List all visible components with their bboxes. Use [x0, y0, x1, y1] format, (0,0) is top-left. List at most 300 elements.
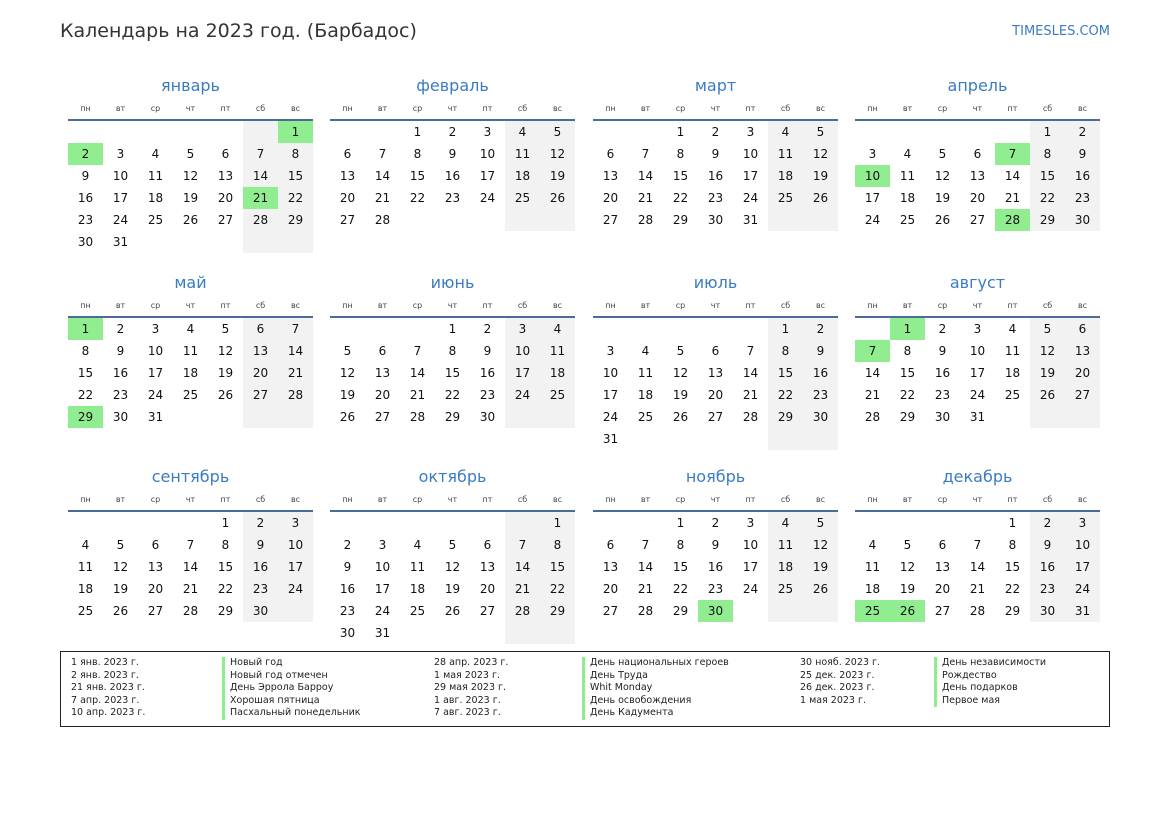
day-cell[interactable]: 2 [1030, 512, 1065, 534]
day-cell[interactable]: 14 [278, 340, 313, 362]
day-cell[interactable]: 21 [409, 388, 426, 402]
day-cell[interactable]: 16 [1065, 165, 1100, 187]
day-cell[interactable]: 27 [147, 604, 164, 618]
day-cell[interactable]: 7 [505, 534, 540, 556]
day-cell[interactable]: 30 [707, 213, 724, 227]
day-cell[interactable]: 28 [278, 384, 313, 406]
day-cell[interactable]: 13 [1065, 340, 1100, 362]
day-cell[interactable]: 9 [1065, 143, 1100, 165]
day-cell[interactable]: 11 [899, 169, 916, 183]
day-cell[interactable]: 15 [540, 556, 575, 578]
day-cell[interactable]: 22 [444, 388, 461, 402]
day-cell[interactable]: 13 [339, 169, 356, 183]
day-cell[interactable]: 15 [278, 165, 313, 187]
day-cell[interactable]: 5 [343, 344, 352, 358]
day-cell[interactable]: 28 [864, 410, 881, 424]
day-cell[interactable]: 17 [1065, 556, 1100, 578]
day-cell[interactable]: 13 [602, 560, 619, 574]
day-cell[interactable]: 22 [1004, 582, 1021, 596]
day-cell[interactable]: 3 [116, 147, 125, 161]
day-cell[interactable]: 29 [540, 600, 575, 622]
day-cell[interactable]: 10 [278, 534, 313, 556]
day-cell[interactable]: 7 [641, 538, 650, 552]
day-cell[interactable]: 21 [637, 582, 654, 596]
day-cell[interactable]: 10 [374, 560, 391, 574]
day-cell[interactable]: 3 [868, 147, 877, 161]
day-cell[interactable]: 13 [602, 169, 619, 183]
day-cell[interactable]: 1 [768, 318, 803, 340]
day-cell[interactable]: 26 [444, 604, 461, 618]
day-cell[interactable]: 31 [602, 432, 619, 446]
day-cell[interactable]: 17 [147, 366, 164, 380]
day-cell[interactable]: 26 [540, 187, 575, 209]
day-cell[interactable]: 7 [243, 143, 278, 165]
day-cell[interactable]: 29 [1004, 604, 1021, 618]
day-cell[interactable]: 21 [505, 578, 540, 600]
day-cell[interactable]: 2 [711, 516, 720, 530]
day-cell[interactable]: 13 [217, 169, 234, 183]
day-cell[interactable]: 5 [803, 512, 838, 534]
day-cell[interactable]: 21 [182, 582, 199, 596]
day-cell[interactable]: 21 [742, 388, 759, 402]
day-cell[interactable]: 15 [1004, 560, 1021, 574]
day-cell[interactable]: 28 [505, 600, 540, 622]
day-cell[interactable]: 15 [217, 560, 234, 574]
day-cell[interactable]: 7 [278, 318, 313, 340]
day-cell[interactable]: 1 [540, 512, 575, 534]
day-cell[interactable]: 16 [77, 191, 94, 205]
day-cell[interactable]: 22 [540, 578, 575, 600]
day-cell[interactable]: 6 [151, 538, 160, 552]
day-cell[interactable]: 19 [112, 582, 129, 596]
day-cell[interactable]: 4 [81, 538, 90, 552]
day-cell[interactable]: 6 [243, 318, 278, 340]
day-cell[interactable]: 21 [969, 582, 986, 596]
day-cell[interactable]: 6 [973, 147, 982, 161]
day-cell[interactable]: 19 [899, 582, 916, 596]
day-cell[interactable]: 4 [641, 344, 650, 358]
day-cell[interactable]: 13 [374, 366, 391, 380]
day-cell[interactable]: 12 [1030, 340, 1065, 362]
day-cell[interactable]: 23 [707, 191, 724, 205]
day-cell[interactable]: 18 [768, 556, 803, 578]
day-cell[interactable]: 22 [278, 187, 313, 209]
day-cell[interactable]: 2 [448, 125, 457, 139]
day-cell[interactable]: 18 [768, 165, 803, 187]
day-cell[interactable]: 16 [112, 366, 129, 380]
day-cell[interactable]: 30 [339, 626, 356, 640]
day-cell[interactable]: 24 [742, 582, 759, 596]
day-cell[interactable]: 9 [711, 147, 720, 161]
day-cell[interactable]: 2 [711, 125, 720, 139]
day-cell[interactable]: 21 [374, 191, 391, 205]
day-cell[interactable]: 10 [505, 340, 540, 362]
day-cell[interactable]: 9 [483, 344, 492, 358]
day-cell[interactable]: 16 [339, 582, 356, 596]
day-cell[interactable]: 23 [243, 578, 278, 600]
day-cell[interactable]: 12 [540, 143, 575, 165]
day-cell[interactable]: 24 [112, 213, 129, 227]
day-cell[interactable]: 14 [1004, 169, 1021, 183]
day-cell[interactable]: 27 [243, 384, 278, 406]
day-cell[interactable]: 27 [707, 410, 724, 424]
day-cell[interactable]: 26 [1030, 384, 1065, 406]
day-cell[interactable]: 29 [444, 410, 461, 424]
day-cell[interactable]: 21 [1004, 191, 1021, 205]
day-cell[interactable]: 17 [602, 388, 619, 402]
day-cell[interactable]: 20 [934, 582, 951, 596]
day-cell[interactable]: 25 [182, 388, 199, 402]
day-cell[interactable]: 30 [479, 410, 496, 424]
day-cell[interactable]: 2 [483, 322, 492, 336]
day-cell[interactable]: 27 [217, 213, 234, 227]
day-cell[interactable]: 10 [855, 165, 890, 187]
day-cell[interactable]: 27 [969, 213, 986, 227]
day-cell[interactable]: 17 [969, 366, 986, 380]
day-cell[interactable]: 25 [540, 384, 575, 406]
day-cell[interactable]: 8 [768, 340, 803, 362]
day-cell[interactable]: 11 [77, 560, 94, 574]
day-cell[interactable]: 8 [676, 147, 685, 161]
day-cell[interactable]: 4 [186, 322, 195, 336]
day-cell[interactable]: 10 [1065, 534, 1100, 556]
day-cell[interactable]: 19 [672, 388, 689, 402]
day-cell[interactable]: 28 [409, 410, 426, 424]
day-cell[interactable]: 29 [1030, 209, 1065, 231]
day-cell[interactable]: 27 [479, 604, 496, 618]
day-cell[interactable]: 16 [707, 169, 724, 183]
day-cell[interactable]: 7 [641, 147, 650, 161]
day-cell[interactable]: 20 [374, 388, 391, 402]
day-cell[interactable]: 8 [448, 344, 457, 358]
day-cell[interactable]: 1 [1008, 516, 1017, 530]
day-cell[interactable]: 24 [1065, 578, 1100, 600]
day-cell[interactable]: 6 [483, 538, 492, 552]
day-cell[interactable]: 28 [742, 410, 759, 424]
day-cell[interactable]: 25 [637, 410, 654, 424]
day-cell[interactable]: 25 [147, 213, 164, 227]
day-cell[interactable]: 17 [864, 191, 881, 205]
day-cell[interactable]: 12 [339, 366, 356, 380]
day-cell[interactable]: 9 [1030, 534, 1065, 556]
day-cell[interactable]: 18 [540, 362, 575, 384]
day-cell[interactable]: 6 [221, 147, 230, 161]
day-cell[interactable]: 20 [217, 191, 234, 205]
day-cell[interactable]: 22 [409, 191, 426, 205]
day-cell[interactable]: 23 [707, 582, 724, 596]
day-cell[interactable]: 5 [116, 538, 125, 552]
day-cell[interactable]: 30 [1065, 209, 1100, 231]
day-cell[interactable]: 11 [409, 560, 426, 574]
day-cell[interactable]: 29 [899, 410, 916, 424]
day-cell[interactable]: 12 [444, 560, 461, 574]
day-cell[interactable]: 23 [112, 388, 129, 402]
day-cell[interactable]: 24 [278, 578, 313, 600]
day-cell[interactable]: 15 [444, 366, 461, 380]
day-cell[interactable]: 25 [77, 604, 94, 618]
day-cell[interactable]: 25 [1004, 388, 1021, 402]
day-cell[interactable]: 17 [112, 191, 129, 205]
day-cell[interactable]: 29 [217, 604, 234, 618]
day-cell[interactable]: 10 [479, 147, 496, 161]
day-cell[interactable]: 13 [969, 169, 986, 183]
day-cell[interactable]: 3 [151, 322, 160, 336]
day-cell[interactable]: 1 [1030, 121, 1065, 143]
day-cell[interactable]: 26 [934, 213, 951, 227]
day-cell[interactable]: 4 [868, 538, 877, 552]
day-cell[interactable]: 7 [186, 538, 195, 552]
day-cell[interactable]: 30 [243, 600, 278, 622]
day-cell[interactable]: 12 [672, 366, 689, 380]
day-cell[interactable]: 1 [68, 318, 103, 340]
day-cell[interactable]: 4 [151, 147, 160, 161]
day-cell[interactable]: 15 [899, 366, 916, 380]
day-cell[interactable]: 30 [934, 410, 951, 424]
day-cell[interactable]: 22 [899, 388, 916, 402]
day-cell[interactable]: 16 [1030, 556, 1065, 578]
day-cell[interactable]: 1 [413, 125, 422, 139]
day-cell[interactable]: 4 [413, 538, 422, 552]
day-cell[interactable]: 2 [68, 143, 103, 165]
day-cell[interactable]: 5 [221, 322, 230, 336]
day-cell[interactable]: 6 [343, 147, 352, 161]
day-cell[interactable]: 5 [186, 147, 195, 161]
day-cell[interactable]: 10 [969, 344, 986, 358]
day-cell[interactable]: 2 [116, 322, 125, 336]
day-cell[interactable]: 27 [602, 604, 619, 618]
day-cell[interactable]: 8 [540, 534, 575, 556]
day-cell[interactable]: 29 [672, 604, 689, 618]
day-cell[interactable]: 4 [903, 147, 912, 161]
day-cell[interactable]: 3 [505, 318, 540, 340]
day-cell[interactable]: 31 [374, 626, 391, 640]
day-cell[interactable]: 26 [672, 410, 689, 424]
day-cell[interactable]: 18 [899, 191, 916, 205]
day-cell[interactable]: 3 [483, 125, 492, 139]
day-cell[interactable]: 29 [768, 406, 803, 428]
day-cell[interactable]: 12 [112, 560, 129, 574]
day-cell[interactable]: 24 [742, 191, 759, 205]
day-cell[interactable]: 29 [672, 213, 689, 227]
day-cell[interactable]: 16 [707, 560, 724, 574]
day-cell[interactable]: 12 [934, 169, 951, 183]
day-cell[interactable]: 10 [742, 538, 759, 552]
day-cell[interactable]: 22 [217, 582, 234, 596]
day-cell[interactable]: 11 [864, 560, 881, 574]
day-cell[interactable]: 3 [1065, 512, 1100, 534]
day-cell[interactable]: 30 [698, 600, 733, 622]
day-cell[interactable]: 14 [742, 366, 759, 380]
day-cell[interactable]: 26 [803, 187, 838, 209]
day-cell[interactable]: 7 [995, 143, 1030, 165]
day-cell[interactable]: 13 [147, 560, 164, 574]
day-cell[interactable]: 18 [409, 582, 426, 596]
day-cell[interactable]: 22 [672, 582, 689, 596]
day-cell[interactable]: 14 [409, 366, 426, 380]
day-cell[interactable]: 22 [768, 384, 803, 406]
day-cell[interactable]: 4 [540, 318, 575, 340]
day-cell[interactable]: 10 [742, 147, 759, 161]
day-cell[interactable]: 24 [969, 388, 986, 402]
day-cell[interactable]: 28 [374, 213, 391, 227]
day-cell[interactable]: 6 [938, 538, 947, 552]
day-cell[interactable]: 26 [112, 604, 129, 618]
day-cell[interactable]: 8 [278, 143, 313, 165]
day-cell[interactable]: 9 [81, 169, 90, 183]
day-cell[interactable]: 23 [444, 191, 461, 205]
day-cell[interactable]: 18 [864, 582, 881, 596]
day-cell[interactable]: 23 [803, 384, 838, 406]
day-cell[interactable]: 19 [182, 191, 199, 205]
day-cell[interactable]: 18 [637, 388, 654, 402]
day-cell[interactable]: 9 [938, 344, 947, 358]
day-cell[interactable]: 8 [903, 344, 912, 358]
day-cell[interactable]: 15 [672, 560, 689, 574]
day-cell[interactable]: 16 [243, 556, 278, 578]
day-cell[interactable]: 20 [147, 582, 164, 596]
day-cell[interactable]: 9 [448, 147, 457, 161]
day-cell[interactable]: 1 [676, 516, 685, 530]
day-cell[interactable]: 28 [637, 213, 654, 227]
day-cell[interactable]: 23 [1065, 187, 1100, 209]
day-cell[interactable]: 20 [243, 362, 278, 384]
day-cell[interactable]: 31 [147, 410, 164, 424]
day-cell[interactable]: 16 [803, 362, 838, 384]
day-cell[interactable]: 21 [637, 191, 654, 205]
day-cell[interactable]: 14 [864, 366, 881, 380]
day-cell[interactable]: 17 [505, 362, 540, 384]
day-cell[interactable]: 20 [969, 191, 986, 205]
day-cell[interactable]: 11 [505, 143, 540, 165]
day-cell[interactable]: 25 [855, 600, 890, 622]
day-cell[interactable]: 18 [1004, 366, 1021, 380]
day-cell[interactable]: 10 [602, 366, 619, 380]
day-cell[interactable]: 27 [602, 213, 619, 227]
day-cell[interactable]: 31 [1065, 600, 1100, 622]
day-cell[interactable]: 17 [374, 582, 391, 596]
day-cell[interactable]: 27 [1065, 384, 1100, 406]
day-cell[interactable]: 8 [413, 147, 422, 161]
day-cell[interactable]: 12 [217, 344, 234, 358]
day-cell[interactable]: 2 [803, 318, 838, 340]
day-cell[interactable]: 23 [339, 604, 356, 618]
day-cell[interactable]: 11 [768, 534, 803, 556]
day-cell[interactable]: 10 [112, 169, 129, 183]
day-cell[interactable]: 1 [448, 322, 457, 336]
day-cell[interactable]: 11 [1004, 344, 1021, 358]
day-cell[interactable]: 8 [1030, 143, 1065, 165]
day-cell[interactable]: 18 [147, 191, 164, 205]
day-cell[interactable]: 11 [637, 366, 654, 380]
day-cell[interactable]: 17 [742, 169, 759, 183]
day-cell[interactable]: 14 [374, 169, 391, 183]
day-cell[interactable]: 20 [339, 191, 356, 205]
day-cell[interactable]: 8 [81, 344, 90, 358]
day-cell[interactable]: 20 [707, 388, 724, 402]
day-cell[interactable]: 12 [803, 143, 838, 165]
day-cell[interactable]: 16 [444, 169, 461, 183]
day-cell[interactable]: 31 [112, 235, 129, 249]
day-cell[interactable]: 9 [116, 344, 125, 358]
day-cell[interactable]: 1 [278, 121, 313, 143]
day-cell[interactable]: 3 [973, 322, 982, 336]
day-cell[interactable]: 19 [217, 366, 234, 380]
day-cell[interactable]: 25 [505, 187, 540, 209]
day-cell[interactable]: 28 [243, 209, 278, 231]
day-cell[interactable]: 23 [934, 388, 951, 402]
day-cell[interactable]: 4 [1008, 322, 1017, 336]
day-cell[interactable]: 15 [77, 366, 94, 380]
day-cell[interactable]: 25 [768, 578, 803, 600]
day-cell[interactable]: 24 [479, 191, 496, 205]
day-cell[interactable]: 19 [1030, 362, 1065, 384]
day-cell[interactable]: 6 [1065, 318, 1100, 340]
day-cell[interactable]: 24 [147, 388, 164, 402]
day-cell[interactable]: 17 [479, 169, 496, 183]
day-cell[interactable]: 30 [1030, 600, 1065, 622]
day-cell[interactable]: 19 [803, 165, 838, 187]
day-cell[interactable]: 28 [637, 604, 654, 618]
day-cell[interactable]: 21 [864, 388, 881, 402]
day-cell[interactable]: 19 [540, 165, 575, 187]
day-cell[interactable]: 14 [243, 165, 278, 187]
day-cell[interactable]: 15 [672, 169, 689, 183]
day-cell[interactable]: 25 [768, 187, 803, 209]
day-cell[interactable]: 11 [768, 143, 803, 165]
day-cell[interactable]: 13 [707, 366, 724, 380]
day-cell[interactable]: 6 [378, 344, 387, 358]
day-cell[interactable]: 5 [676, 344, 685, 358]
day-cell[interactable]: 27 [339, 213, 356, 227]
day-cell[interactable]: 12 [899, 560, 916, 574]
day-cell[interactable]: 3 [278, 512, 313, 534]
day-cell[interactable]: 11 [182, 344, 199, 358]
day-cell[interactable]: 22 [77, 388, 94, 402]
day-cell[interactable]: 2 [243, 512, 278, 534]
day-cell[interactable]: 4 [768, 121, 803, 143]
day-cell[interactable]: 20 [1065, 362, 1100, 384]
day-cell[interactable]: 21 [243, 187, 278, 209]
day-cell[interactable]: 18 [182, 366, 199, 380]
day-cell[interactable]: 4 [505, 121, 540, 143]
day-cell[interactable]: 18 [505, 165, 540, 187]
day-cell[interactable]: 11 [540, 340, 575, 362]
day-cell[interactable]: 18 [77, 582, 94, 596]
day-cell[interactable]: 1 [676, 125, 685, 139]
day-cell[interactable]: 3 [746, 125, 755, 139]
day-cell[interactable]: 7 [973, 538, 982, 552]
day-cell[interactable]: 9 [711, 538, 720, 552]
day-cell[interactable]: 22 [672, 191, 689, 205]
day-cell[interactable]: 30 [803, 406, 838, 428]
day-cell[interactable]: 26 [217, 388, 234, 402]
day-cell[interactable]: 11 [147, 169, 164, 183]
day-cell[interactable]: 1 [221, 516, 230, 530]
day-cell[interactable]: 28 [182, 604, 199, 618]
day-cell[interactable]: 28 [995, 209, 1030, 231]
day-cell[interactable]: 10 [147, 344, 164, 358]
day-cell[interactable]: 2 [343, 538, 352, 552]
day-cell[interactable]: 26 [182, 213, 199, 227]
day-cell[interactable]: 26 [803, 578, 838, 600]
day-cell[interactable]: 16 [934, 366, 951, 380]
day-cell[interactable]: 23 [77, 213, 94, 227]
day-cell[interactable]: 28 [969, 604, 986, 618]
day-cell[interactable]: 30 [77, 235, 94, 249]
day-cell[interactable]: 14 [637, 169, 654, 183]
day-cell[interactable]: 4 [768, 512, 803, 534]
day-cell[interactable]: 19 [934, 191, 951, 205]
